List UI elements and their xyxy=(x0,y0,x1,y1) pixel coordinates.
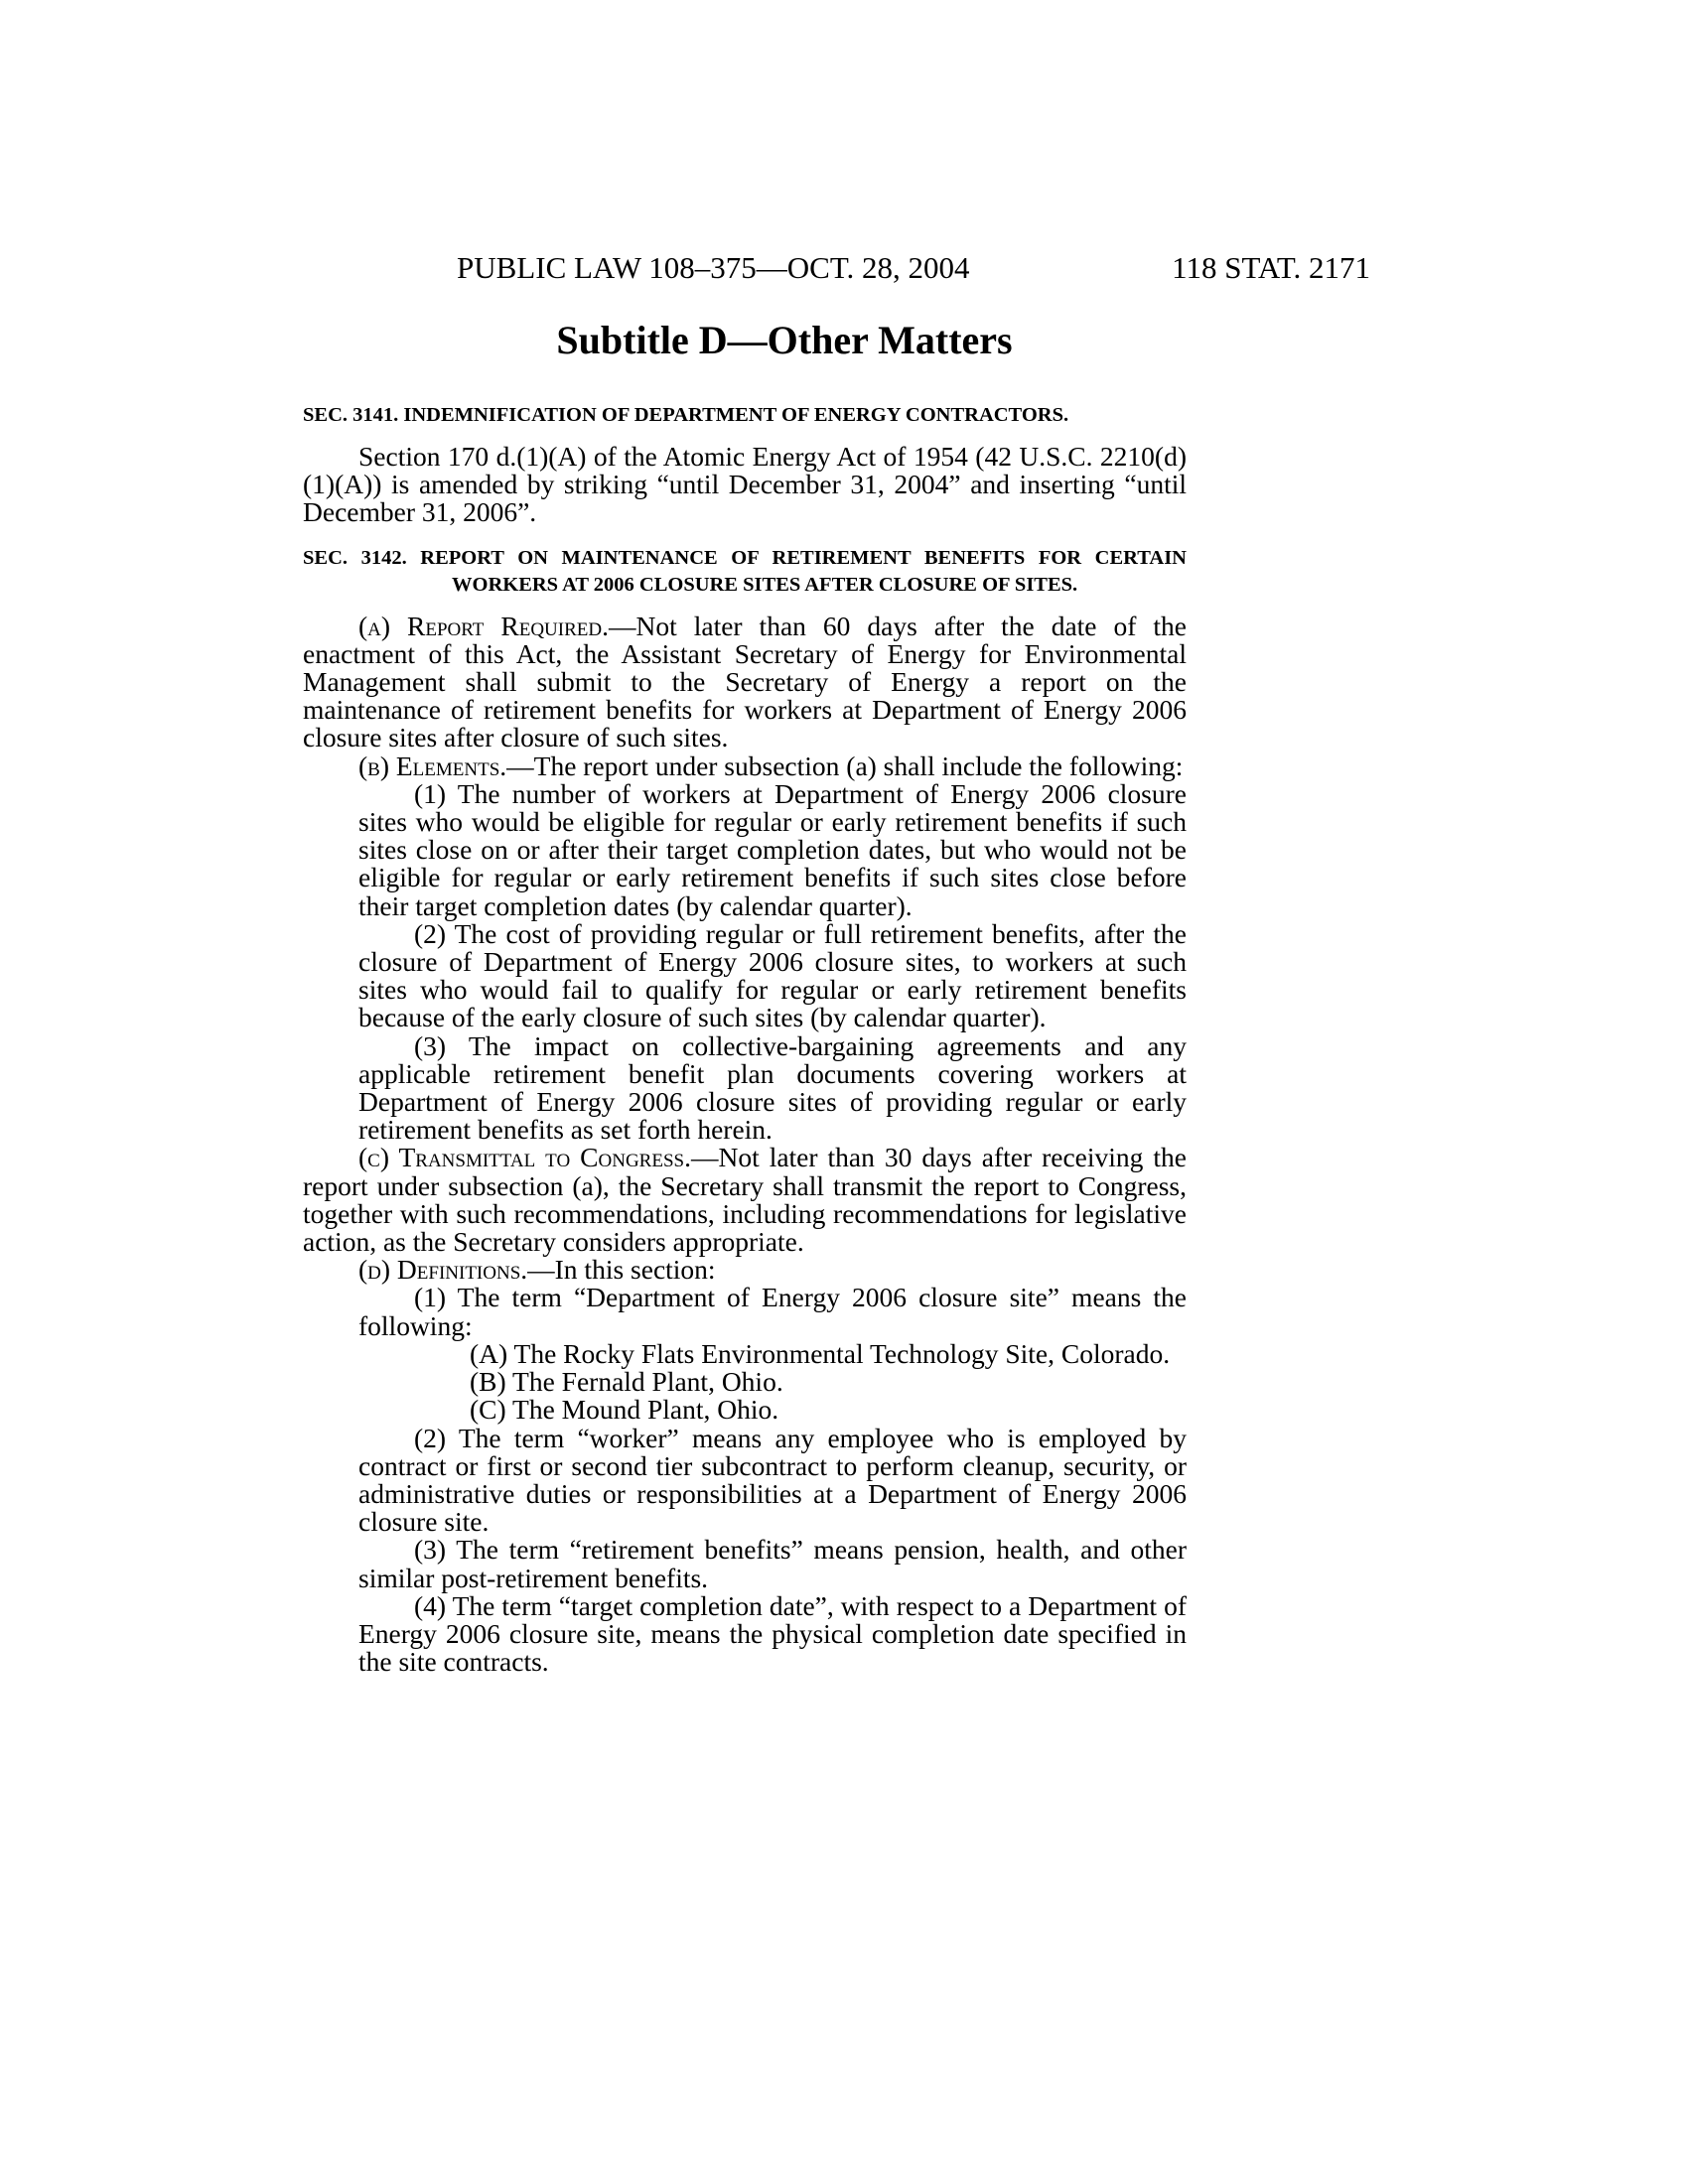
definition-1: (1) The term “Department of Energy 2006 closure site” means the following: xyxy=(358,1282,1187,1341)
subsection-d-text: —In this section: xyxy=(527,1254,716,1286)
subsection-c-label: (c) Transmittal to Congress. xyxy=(358,1142,691,1173)
definition-1-item-b: (B) The Fernald Plant, Ohio. xyxy=(470,1366,783,1398)
definition-3: (3) The term “retirement benefits” means pension, health, and other similar post-retirement benefits. xyxy=(358,1534,1187,1593)
subsection-d-label: (d) Definitions. xyxy=(358,1254,528,1286)
subtitle-heading: Subtitle D—Other Matters xyxy=(556,318,1013,362)
statute-reference: 118 STAT. 2171 xyxy=(1172,250,1370,285)
subsection-c xyxy=(303,1144,1187,1256)
definition-2: (2) The term “worker” means any employee who is employed by contract or first or second tier subcontract to perform cleanup, security, or administrative duties or responsibilities at a Department of Energy 2006 closure site. xyxy=(358,1422,1187,1538)
subsection-b-label: (b) Elements. xyxy=(358,750,507,781)
section-3141-heading: SEC. 3141. INDEMNIFICATION OF DEPARTMENT OF ENERGY CONTRACTORS. xyxy=(303,404,1069,426)
subsection-b-item-2: (2) The cost of providing regular or full retirement benefits, after the closure of Department of Energy 2006 closure sites, to workers at such sites who would fail to qualify for regular or early retirement benefits because of the early closure of such sites (by calendar quarter). xyxy=(358,917,1187,1033)
subsection-d xyxy=(303,1256,1187,1284)
spacer xyxy=(303,527,1187,545)
section-3141-text: Section 170 d.(1)(A) of the Atomic Energy Act of 1954 (42 U.S.C. 2210(d)(1)(A)) is amended by striking “until December 31, 2004” and inserting “until December 31, 2006”. xyxy=(303,441,1187,528)
subsection-b-item-1: (1) The number of workers at Department of Energy 2006 closure sites who would be eligible for regular or early retirement benefits if such sites close on or after their target completion dates, but who would not be eligible for regular or early retirement benefits if such sites close before their target completion dates (by calendar quarter). xyxy=(358,777,1187,921)
subsection-b-item-3: (3) The impact on collective-bargaining agreements and any applicable retirement benefit plan documents covering workers at Department of Energy 2006 closure sites of providing regular or early retirement benefits as set forth herein. xyxy=(358,1029,1187,1146)
subsection-c-text: —Not later than 30 days after receiving the report under subsection (a), the Secretary shall transmit the report to Congress, together with such recommendations, including recommendations for legislative action, as the Secretary considers appropriate. xyxy=(303,1142,1187,1258)
definition-1-item-a: (A) The Rocky Flats Environmental Technology Site, Colorado. xyxy=(470,1337,1171,1369)
law-title: PUBLIC LAW 108–375—OCT. 28, 2004 xyxy=(457,250,970,285)
section-3142-heading: SEC. 3142. REPORT ON MAINTENANCE OF RETIREMENT BENEFITS FOR CERTAIN WORKERS AT 2006 CLOSURE SITES AFTER CLOSURE OF SITES. xyxy=(303,546,1187,596)
running-header xyxy=(298,248,1370,288)
subsection-b-text: —The report under subsection (a) shall include the following: xyxy=(506,750,1184,781)
definition-4: (4) The term “target completion date”, with respect to a Department of Energy 2006 closure site, means the physical completion date specified in the site contracts. xyxy=(358,1589,1187,1678)
subsection-b xyxy=(303,752,1187,780)
subsection-a-text: —Not later than 60 days after the date of the enactment of this Act, the Assistant Secretary of Energy for Environmental Management shall submit to the Secretary of Energy a report on the maintenance of retirement benefits for workers at Department of Energy 2006 closure sites after closure of such sites. xyxy=(303,610,1187,753)
document-body xyxy=(303,402,1187,1676)
subsection-a xyxy=(303,610,1187,753)
definition-1-item-c: (C) The Mound Plant, Ohio. xyxy=(470,1394,779,1426)
subsection-a-label: (a) Report Required. xyxy=(358,610,609,641)
